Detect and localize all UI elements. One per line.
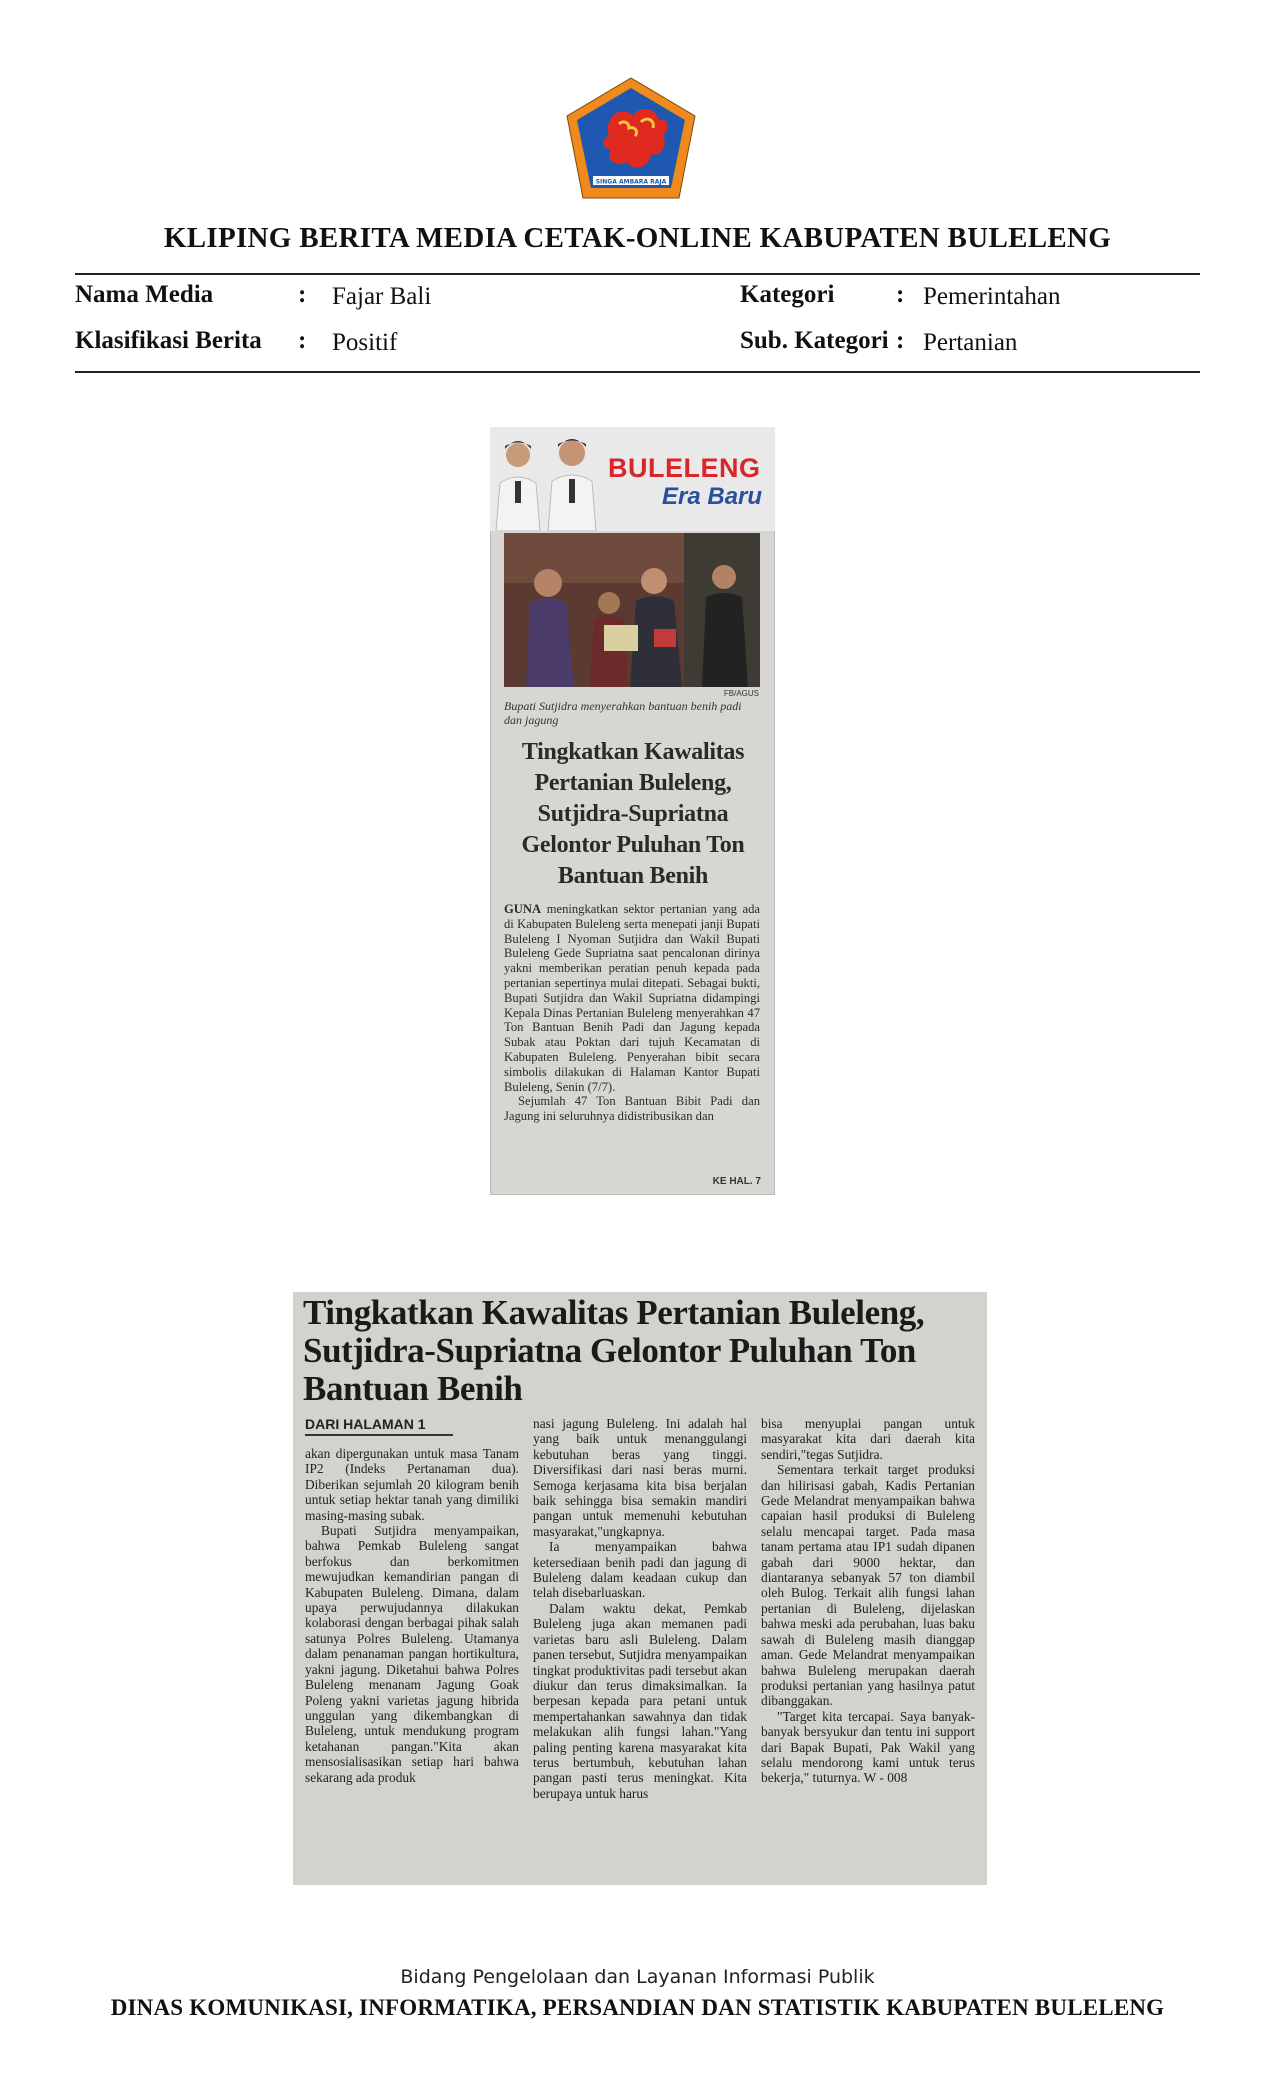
subkategori-colon: : xyxy=(896,327,905,354)
photo-credit: FB/AGUS xyxy=(723,689,759,698)
column3-paragraph-3: "Target kita tercapai. Saya banyak-banyak bersyukur dan tentu ini support dari Bapak Bupati, Pak Wakil yang selalu mendorong kami untuk terus bekerja," tuturnya. W - 008 xyxy=(761,1708,975,1786)
media-value: Fajar Bali xyxy=(332,283,432,310)
body-paragraph-2: Sejumlah 47 Ton Bantuan Bibit Padi dan Jagung ini seluruhnya didistribusikan dan xyxy=(504,1094,760,1124)
from-page-label: DARI HALAMAN 1 xyxy=(305,1416,426,1432)
newspaper-clipping-continuation xyxy=(293,1292,987,1885)
column1-paragraph-1: akan dipergunakan untuk masa Tanam IP2 (Indeks Pertanaman dua). Diberikan sejumlah 20 kilogram benih untuk setiap hektar tanah yang dimiliki masing-masing subak. xyxy=(305,1446,519,1523)
media-colon: : xyxy=(298,281,307,308)
column1-paragraph-2: Bupati Sutjidra menyampaikan, bahwa Pemkab Buleleng sangat berfokus dan berkomitmen mewujudkan kemandirian pangan di Kabupaten Buleleng. Dimana, dalam upaya perwujudannya dilakukan kolaborasi dengan berbagai pihak salah satunya Polres Buleleng. Utamanya dalam penanaman pangan hortikultura, yakni jagung. Diketahui bahwa Polres Buleleng menanam Jagung Goak Poleng yakni varietas jagung hibrida unggulan yang dikembangkan di Buleleng, untuk mendukung program ketahanan pangan."Kita akan mensosialisasikan setiap hari bahwa sekarang ada produk xyxy=(305,1523,519,1785)
klasifikasi-value: Positif xyxy=(332,329,398,356)
kategori-value: Pemerintahan xyxy=(923,283,1061,310)
article-column-2 xyxy=(533,1416,747,1801)
clipping-headline: Tingkatkan Kawalitas Pertanian Buleleng, Sutjidra-Supriatna Gelontor Puluhan Ton Bantuan Benih xyxy=(521,739,745,889)
body-paragraph-1: meningkatkan sektor pertanian yang ada di Kabupaten Buleleng serta menepati janji Bupati Buleleng I Nyoman Sutjidra dan Wakil Bupati Buleleng Gede Supriatna saat pencalonan dirinya yakni memberikan peratian penuh kepada pada pertanian sepertinya mulai ditepati. Sebagai bukti, Bupati Sutjidra dan Wakil Supriatna didampingi Kepala Dinas Pertanian Buleleng menyerahkan 47 Ton Bantuan Benih Padi dan Jagung kepada Subak atau Poktan dari tujuh Kecamatan di Kabupaten Buleleng. Penyerahan bibit secara simbolis dilakukan di Halaman Kantor Bupati Buleleng, Senin (7/7). xyxy=(504,902,760,1094)
footer-agency: DINAS KOMUNIKASI, INFORMATIKA, PERSANDIAN DAN STATISTIK KABUPATEN BULELENG xyxy=(110,1995,1165,2020)
article-column-3 xyxy=(761,1416,975,1786)
page-title: KLIPING BERITA MEDIA CETAK-ONLINE KABUPATEN BULELENG xyxy=(163,222,1112,254)
brand-subtitle: Era Baru xyxy=(662,483,763,510)
clipping-banner xyxy=(490,427,775,531)
klasifikasi-label: Klasifikasi Berita xyxy=(75,327,262,354)
subkategori-label: Sub. Kategori xyxy=(740,327,889,354)
clipping-body xyxy=(504,902,760,1124)
column2-paragraph-1: nasi jagung Buleleng. Ini adalah hal yang baik untuk menanggulangi kebutuhan beras yang tinggi. Diversifikasi dari nasi beras murni. Semoga kerjasama kita bisa berjalan baik sehingga bisa semakin mandiri pangan untuk memenuhi kebutuhan masyarakat,"ungkapnya. xyxy=(533,1416,747,1539)
brand-title: BULELENG xyxy=(608,453,761,483)
column3-paragraph-2: Sementara terkait target produksi dan hilirisasi gabah, Kadis Pertanian Gede Melandrat menyampaikan bahwa capaian hasil produksi di Buleleng selalu mencapai target. Pada masa tanam pertama atau IP1 sudah dipanen gabah dari 9000 hektar, dan diantaranya sebanyak 57 ton diambil oleh Bulog. Terkait alih fungsi lahan pertanian di Buleleng, dijelaskan bahwa meski ada perubahan, luas baku sawah di Buleleng masih dianggap aman. Gede Melandrat menyampaikan bahwa Buleleng merupakan daerah produksi pertanian yang hasilnya patut dibanggakan. xyxy=(761,1462,975,1709)
media-label: Nama Media xyxy=(75,281,214,308)
continued-marker: KE HAL. 7 xyxy=(712,1176,761,1187)
column3-paragraph-1: bisa menyuplai pangan untuk masyarakat kita dari daerah kita sendiri,"tegas Sutjidra. xyxy=(761,1416,975,1462)
column2-paragraph-3: Dalam waktu dekat, Pemkab Buleleng juga akan memanen padi varietas baru asli Buleleng. Dalam panen tersebut, Sutjidra menyampaikan tingkat produktivitas padi tersebut akan diukur dan terus dimaksimalkan. Ia berpesan kepada para petani untuk mempertahankan sawahnya dan tidak melakukan alih fungsi lahan."Yang paling penting karena masyarakat kita terus bertumbuh, kebutuhan lahan pangan pasti terus meningkat. Kita berupaya untuk harus xyxy=(533,1600,747,1801)
lead-word: GUNA xyxy=(504,902,542,916)
photo-caption: Bupati Sutjidra menyerahkan bantuan benih padi dan jagung xyxy=(504,699,742,727)
kategori-colon: : xyxy=(896,281,905,308)
officials-portrait xyxy=(492,427,604,531)
from-page-rule xyxy=(305,1434,453,1436)
column2-paragraph-2: Ia menyampaikan bahwa ketersediaan benih padi dan jagung di Buleleng dalam keadaan cukup dan telah disebarluaskan. xyxy=(533,1539,747,1601)
buleleng-logo xyxy=(563,76,699,200)
kategori-label: Kategori xyxy=(740,281,835,308)
logo-motto: SINGA AMBARA RAJA xyxy=(595,178,667,186)
subkategori-value: Pertanian xyxy=(923,329,1018,356)
klasifikasi-colon: : xyxy=(298,327,307,354)
event-photo xyxy=(504,533,760,687)
article-column-1 xyxy=(305,1446,519,1785)
footer-department: Bidang Pengelolaan dan Layanan Informasi Publik xyxy=(400,1966,875,1988)
bottom-divider xyxy=(75,371,1200,373)
top-divider xyxy=(75,273,1200,275)
continuation-headline: Tingkatkan Kawalitas Pertanian Buleleng, Sutjidra-Supriatna Gelontor Puluhan Ton Bantuan Benih xyxy=(303,1293,925,1408)
newspaper-clipping-front xyxy=(490,427,775,1195)
